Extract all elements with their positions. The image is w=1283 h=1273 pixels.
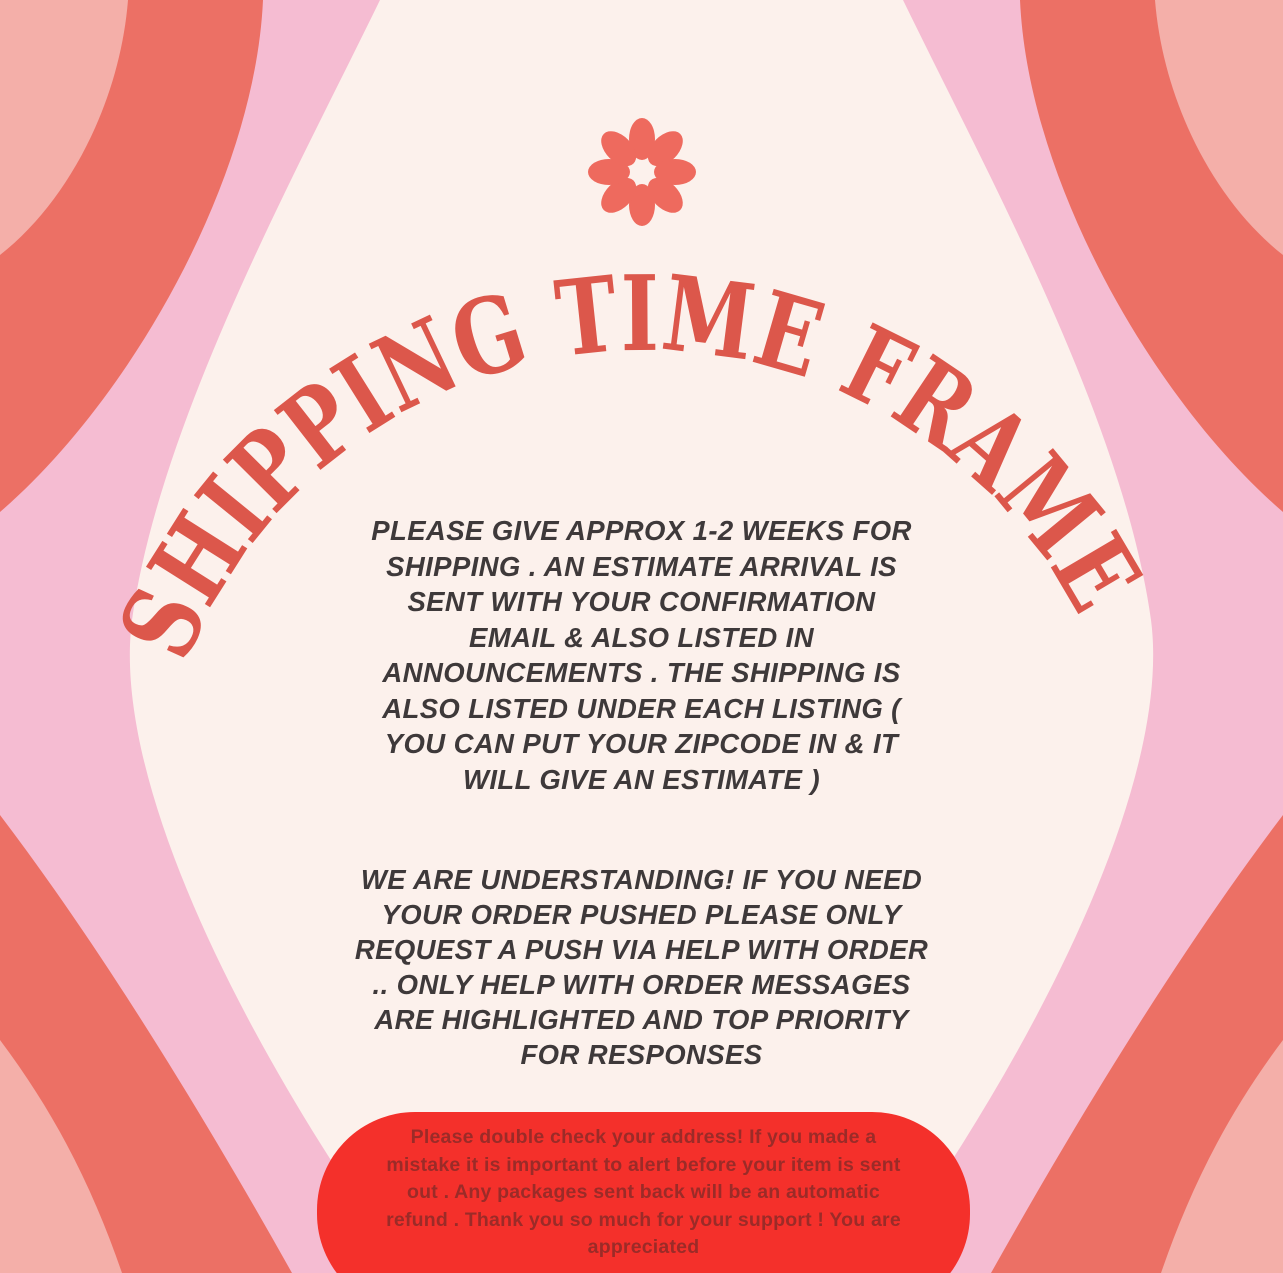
address-notice-pill — [317, 1112, 970, 1273]
text-line: refund . Thank you so much for your support ! You are — [386, 1208, 901, 1231]
text-line: ALSO LISTED UNDER EACH LISTING ( — [382, 692, 901, 724]
text-line: FOR RESPONSES — [520, 1039, 763, 1070]
poster-title: SHIPPING TIME FRAME — [94, 250, 1174, 675]
text-line: SHIPPING . AN ESTIMATE ARRIVAL IS — [386, 550, 897, 582]
text-line: WE ARE UNDERSTANDING! IF YOU NEED — [360, 864, 923, 895]
text-line: WILL GIVE AN ESTIMATE ) — [462, 763, 821, 795]
text-line: .. ONLY HELP WITH ORDER MESSAGES — [372, 969, 911, 1000]
text-line: SENT WITH YOUR CONFIRMATION — [407, 586, 876, 617]
text-line: ANNOUNCEMENTS . THE SHIPPING IS — [382, 657, 901, 688]
shipping-info-paragraph — [302, 513, 982, 797]
flower-icon — [588, 118, 696, 226]
order-push-paragraph — [292, 862, 992, 1072]
text-line: YOUR ORDER PUSHED PLEASE ONLY — [381, 899, 902, 930]
text-line: Please double check your address! If you made a — [410, 1126, 877, 1148]
text-line: ARE HIGHLIGHTED AND TOP PRIORITY — [374, 1004, 909, 1035]
text-line: EMAIL & ALSO LISTED IN — [469, 621, 814, 653]
text-line: appreciated — [587, 1236, 700, 1259]
text-line: REQUEST A PUSH VIA HELP WITH ORDER — [354, 934, 929, 965]
text-line: PLEASE GIVE APPROX 1-2 WEEKS FOR — [371, 515, 912, 546]
text-line: YOU CAN PUT YOUR ZIPCODE IN & IT — [384, 728, 899, 759]
text-line: out . Any packages sent back will be an automatic — [407, 1181, 880, 1204]
address-notice-text — [343, 1124, 944, 1262]
text-line: mistake it is important to alert before your item is sent — [386, 1153, 901, 1176]
